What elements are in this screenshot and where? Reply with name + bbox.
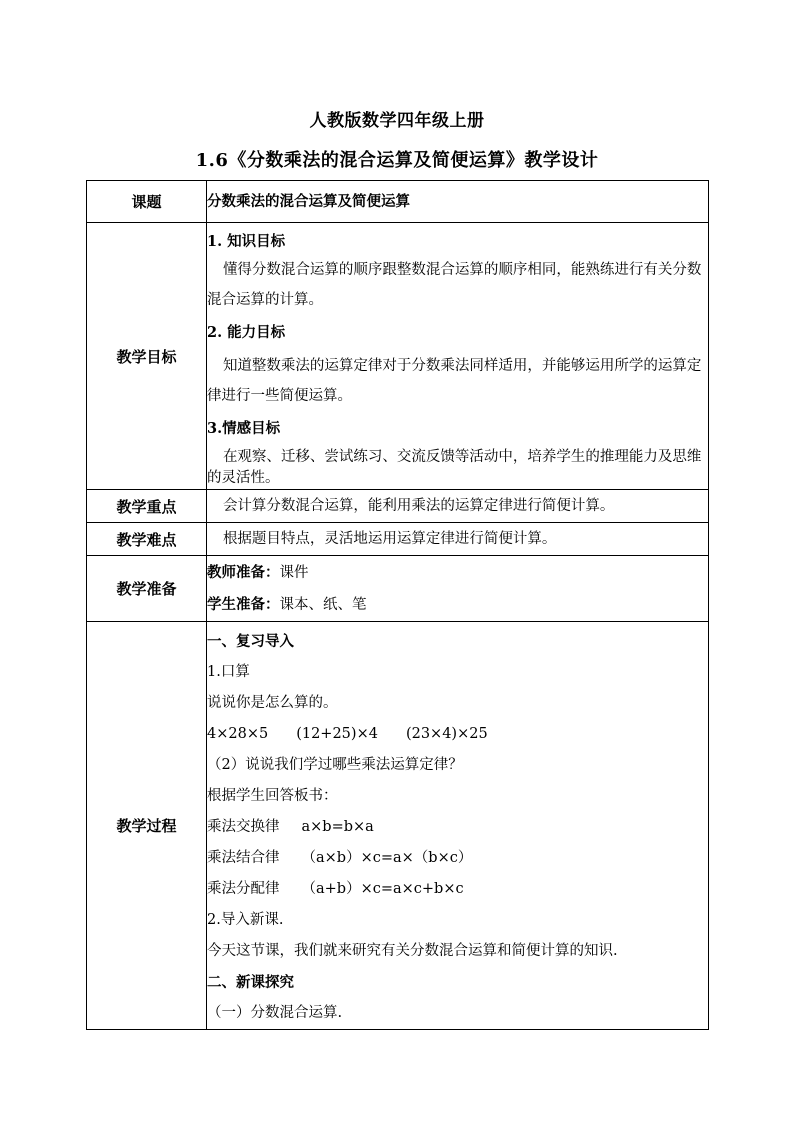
document-title: 人教版数学四年级上册 [309,111,485,131]
student-prep-value: 课本、纸、笔 [279,596,367,613]
process-label: 教学过程 [87,622,207,1030]
goal-text-emotion: 在观察、迁移、尝试练习、交流反馈等活动中，培养学生的推理能力及思维的灵活性。 [207,449,702,486]
law-associative-name: 乘法结合律 [207,850,280,866]
goal-heading-knowledge: 1. 知识目标 [207,233,286,250]
expression-3: (23×4)×25 [405,726,488,742]
teacher-prep-label: 教师准备： [207,563,280,581]
expression-2: (12+25)×4 [296,726,378,742]
process-board-note: 根据学生回答板书： [207,788,338,804]
student-prep [207,589,708,621]
process-subsection-mixed: （一）分数混合运算. [207,1005,343,1021]
law-associative-expr: （a×b）×c=a×（b×c） [301,850,473,866]
law-distributive-name: 乘法分配律 [207,881,280,897]
difficulty-content: 根据题目特点，灵活地运用运算定律进行简便计算。 [222,530,557,547]
teacher-prep [207,557,708,589]
topic-content: 分数乘法的混合运算及简便运算 [207,193,410,210]
row-goals [87,223,709,490]
row-key-point [87,490,709,523]
process-section-explore: 二、新课探究 [207,974,294,991]
expression-1: 4×28×5 [207,726,269,742]
law-distributive [207,874,708,905]
row-difficulty [87,523,709,556]
law-distributive-expr: （a+b）×c=a×c+b×c [301,881,464,897]
lesson-title: 1.6《分数乘法的混合运算及简便运算》教学设计 [195,150,599,171]
row-process [87,622,709,1030]
topic-label: 课题 [87,181,207,223]
process-intro-new: 2.导入新课. [207,912,284,928]
process-explain: 说说你是怎么算的。 [207,695,338,711]
law-commutative [207,812,708,843]
goals-label: 教学目标 [87,223,207,490]
goal-text-knowledge: 懂得分数混合运算的顺序跟整数混合运算的顺序相同，能熟练进行有关分数混合运算的计算。 [207,262,702,308]
process-section-review: 一、复习导入 [207,633,294,650]
lesson-plan-table [86,180,709,1030]
difficulty-label: 教学难点 [87,523,207,556]
law-commutative-expr: a×b=b×a [301,819,374,835]
student-prep-label: 学生准备： [207,595,280,613]
goal-heading-emotion: 3.情感目标 [207,420,281,437]
row-topic [87,181,709,223]
goal-text-ability: 知道整数乘法的运算定律对于分数乘法同样适用，并能够运用所学的运算定律进行一些简便运算。 [207,358,702,404]
preparation-label: 教学准备 [87,556,207,622]
process-expressions [207,719,708,750]
goal-heading-ability: 2. 能力目标 [207,324,286,341]
key-point-label: 教学重点 [87,490,207,523]
row-preparation [87,556,709,622]
process-oral-calc: 1.口算 [207,664,250,680]
law-associative [207,843,708,874]
process-question-laws: （2）说说我们学过哪些乘法运算定律？ [207,757,463,773]
process-today: 今天这节课，我们就来研究有关分数混合运算和简便计算的知识. [207,943,618,959]
law-commutative-name: 乘法交换律 [207,819,280,835]
key-point-content: 会计算分数混合运算，能利用乘法的运算定律进行简便计算。 [222,497,615,514]
teacher-prep-value: 课件 [279,564,309,581]
